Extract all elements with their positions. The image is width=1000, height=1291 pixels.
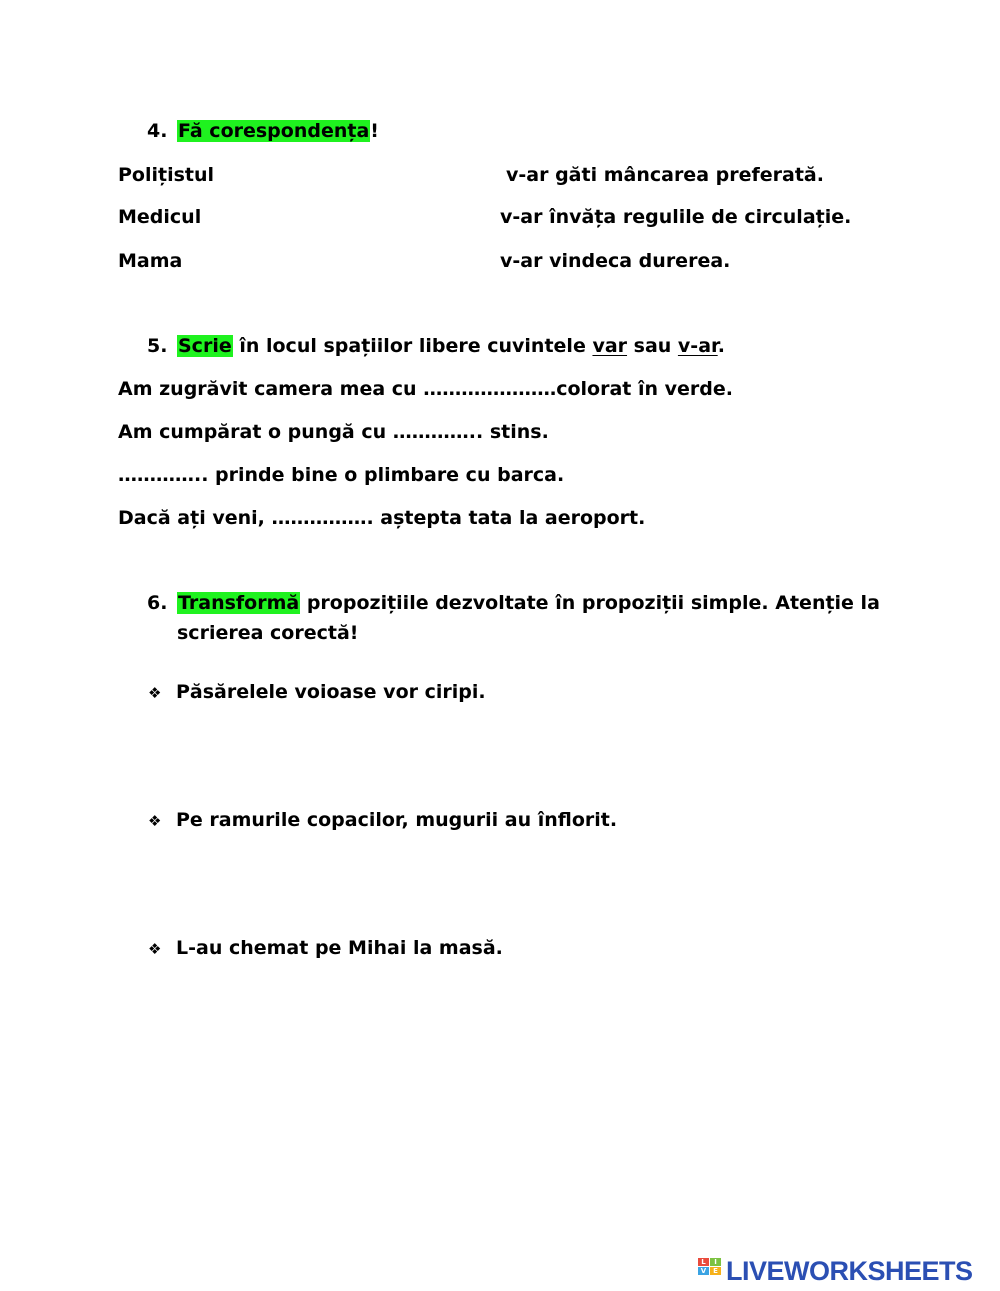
section-5-heading [147,334,725,358]
diamond-bullet-icon: ❖ [148,940,162,958]
fill-sentence-3: ………….. prinde bine o plimbare cu barca. [118,464,565,486]
logo-blocks-icon: L I V E [698,1258,722,1284]
word-var: var [592,335,628,357]
match-left-2: Medicul [118,206,202,228]
section-6-number: 6. [147,592,168,614]
section-5-end: . [717,335,725,357]
section-6-instruction-rest: propozițiile dezvoltate în propoziții simple. Atenție la [300,592,880,614]
list-item-text: Păsărelele voioase vor ciripi. [176,681,486,703]
logo-text: LIVEWORKSHEETS [726,1255,973,1286]
liveworksheets-logo [698,1256,973,1286]
diamond-bullet-icon: ❖ [148,684,162,702]
section-4-heading [147,119,379,143]
list-item [148,680,486,705]
section-5-instruction-highlight: Scrie [178,335,232,357]
section-4-instruction-highlight: Fă corespondența [178,120,370,142]
section-5-number: 5. [147,335,168,357]
section-6-instruction-highlight: Transformă [178,592,300,614]
match-right-1: v-ar găti mâncarea preferată. [506,164,824,186]
match-right-3: v-ar vindeca durerea. [500,250,731,272]
diamond-bullet-icon: ❖ [148,812,162,830]
match-left-1: Polițistul [118,164,215,186]
fill-sentence-4: Dacă ați veni, ……………. aștepta tata la aeroport. [118,507,646,529]
list-item [148,936,503,961]
match-right-2: v-ar învăța regulile de circulație. [500,206,852,228]
fill-sentence-2: Am cumpărat o pungă cu ………….. stins. [118,421,549,443]
section-5-instruction-mid: în locul spațiilor libere cuvintele [232,335,593,357]
word-v-ar: v-ar [677,335,718,357]
match-left-3: Mama [118,250,183,272]
section-6-instruction-line2: scrierea corectă! [177,622,359,644]
section-4-instruction-rest: ! [370,120,379,142]
section-5-conj: sau [627,335,678,357]
section-4-number: 4. [147,120,168,142]
section-6-heading [147,591,880,615]
fill-sentence-1: Am zugrăvit camera mea cu …………………colorat în verde. [118,378,733,400]
list-item-text: Pe ramurile copacilor, mugurii au înflorit. [176,809,618,831]
list-item [148,808,617,833]
list-item-text: L-au chemat pe Mihai la masă. [176,937,503,959]
